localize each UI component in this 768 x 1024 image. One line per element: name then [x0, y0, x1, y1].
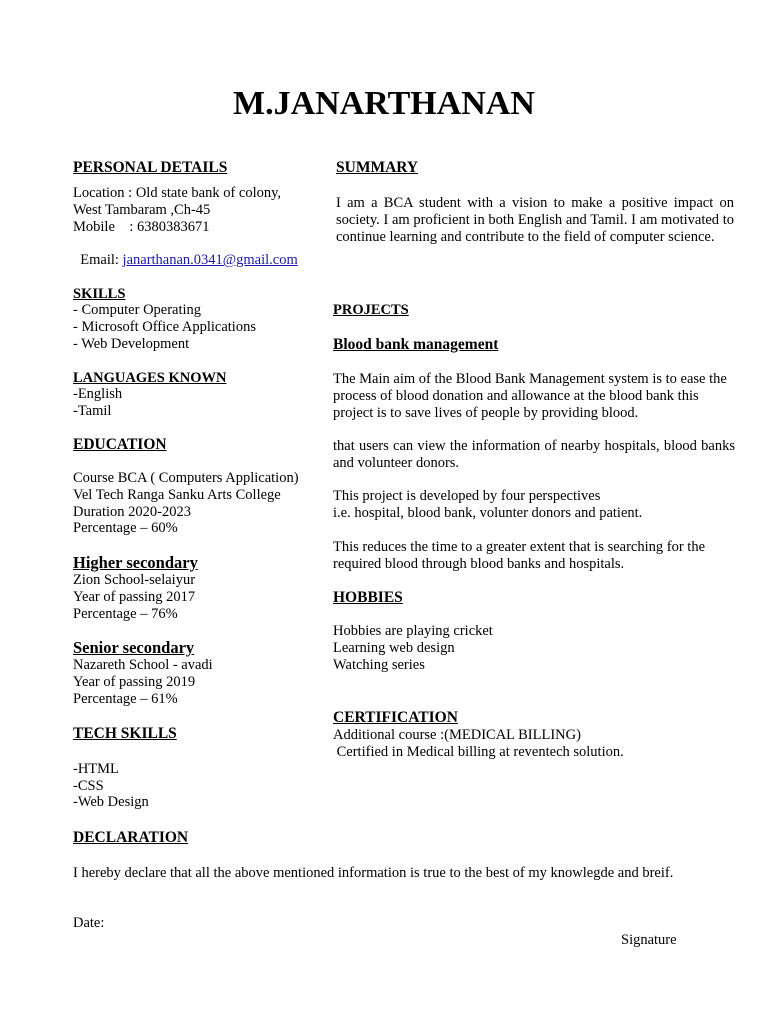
location-line-2: West Tambaram ,Ch-45 — [73, 202, 211, 218]
hobby-item: Hobbies are playing cricket — [333, 623, 493, 639]
hobby-item: Watching series — [333, 657, 425, 673]
higher-secondary-heading: Higher secondary — [73, 553, 198, 572]
certification-line-2: Certified in Medical billing at reventech solution. — [333, 744, 624, 760]
certification-heading: CERTIFICATION — [333, 709, 458, 726]
tech-skill-item: -HTML — [73, 761, 119, 777]
higher-secondary-line: Year of passing 2017 — [73, 589, 196, 605]
skills-heading: SKILLS — [73, 286, 126, 302]
tech-skills-heading: TECH SKILLS — [73, 725, 177, 742]
project-paragraph-3-line-2: i.e. hospital, blood bank, volunter donors and patient. — [333, 505, 643, 521]
senior-secondary-heading: Senior secondary — [73, 638, 195, 657]
tech-skill-item: -Web Design — [73, 794, 149, 810]
email-link[interactable]: janarthanan.0341@gmail.com — [122, 252, 298, 268]
education-line: Duration 2020-2023 — [73, 504, 191, 520]
skill-item: - Web Development — [73, 336, 190, 352]
senior-secondary-line: Year of passing 2019 — [73, 674, 196, 690]
mobile-line: Mobile : 6380383671 — [73, 219, 210, 235]
declaration-text: I hereby declare that all the above mentioned information is true to the best of my knowlegde and breif. — [73, 865, 674, 881]
email-label: Email: — [80, 252, 123, 268]
language-item: -English — [73, 386, 123, 402]
hobbies-heading: HOBBIES — [333, 589, 403, 606]
senior-secondary-line: Nazareth School - avadi — [73, 657, 213, 673]
tech-skill-item: -CSS — [73, 778, 104, 794]
project-title: Blood bank management — [333, 336, 499, 353]
education-line: Course BCA ( Computers Application) — [73, 470, 299, 486]
summary-text: I am a BCA student with a vision to make a positive impact on society. I am proficient in both English and Tamil. I am motivated to continue learning and contribute to the field of computer science. — [336, 195, 734, 245]
project-paragraph-2: that users can view the information of nearby hospitals, blood banks and volunteer donors. — [333, 438, 735, 471]
certification-line-1: Additional course :(MEDICAL BILLING) — [333, 727, 581, 743]
higher-secondary-line: Zion School-selaiyur — [73, 572, 196, 588]
declaration-heading: DECLARATION — [73, 829, 189, 846]
email-line — [73, 235, 298, 269]
skill-item: - Computer Operating — [73, 302, 202, 318]
senior-secondary-line: Percentage – 61% — [73, 691, 178, 707]
education-heading: EDUCATION — [73, 436, 167, 453]
signature-label: Signature — [621, 932, 677, 948]
date-label: Date: — [73, 915, 105, 931]
skill-item: - Microsoft Office Applications — [73, 319, 256, 335]
projects-heading: PROJECTS — [333, 302, 409, 318]
education-line: Percentage – 60% — [73, 520, 178, 536]
hobby-item: Learning web design — [333, 640, 455, 656]
languages-heading: LANGUAGES KNOWN — [73, 370, 227, 386]
project-paragraph-4: This reduces the time to a greater extent that is searching for the required blood through blood banks and hospitals. — [333, 539, 706, 572]
resume-name: M.JANARTHANAN — [233, 85, 535, 122]
education-line: Vel Tech Ranga Sanku Arts College — [73, 487, 281, 503]
summary-heading: SUMMARY — [336, 159, 419, 176]
language-item: -Tamil — [73, 403, 112, 419]
project-paragraph-1: The Main aim of the Blood Bank Management system is to ease the process of blood donation and allowance at the blood bank this project is to save lives of people by providing blood. — [333, 371, 727, 421]
project-paragraph-3-line-1: This project is developed by four perspectives — [333, 488, 601, 504]
higher-secondary-line: Percentage – 76% — [73, 606, 178, 622]
personal-details-heading: PERSONAL DETAILS — [73, 159, 228, 176]
location-line-1: Location : Old state bank of colony, — [73, 185, 282, 201]
